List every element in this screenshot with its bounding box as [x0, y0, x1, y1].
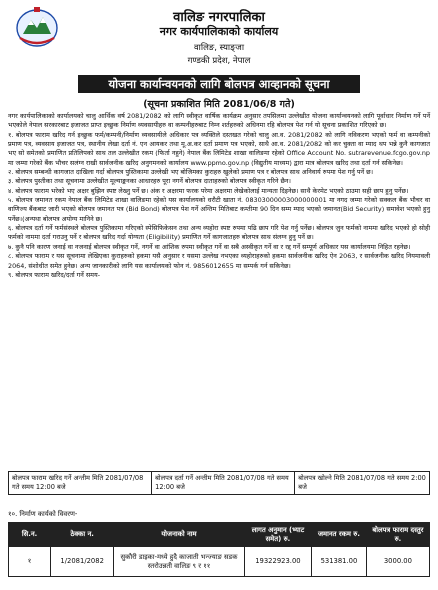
condition-item: १. बोलपत्र फाराम खरिद गर्न इच्छुक फर्म/कम्पनी/निर्माण व्यवसायीले अधिकार पत्र व्यक्तिले दस्तखत गरेको चालु आ.व. 2081/2082 को लागि नविकरण भएको फर्म वा कम्पनीको प्रमाण पत्र, व्यवसाय इजाजत पत्र, स्थानीय लेखा दर्ता नं. एन आयकर तथा मू.अ.कर दर्ता प्रमाण पत्र भएको, साथै आ.व. 2081/2082 को कर चुक्ता वा म्याद थप भन्ने कुनै कागजात भए सो समेतको प्रमाणित प्रतिलिपको साथ तल उल्लेखीत रकम (फिर्ता नहुने) नेपाल बैंक लिमिटेड शाखा वालिङमा रहेको Office Account No. sutrarevenue.fcgo.gov.np मा जम्मा गरेको बैंक भौचर सलंग्न राखी सार्वजनीक खरिद अनुगमनको कार्यालय www.ppmo.gov.np (विद्युतीय माध्यम) द्वारा मात्र बोलपत्र खरिद तथा दर्ता गर्न सकिनेछ।: [8, 130, 430, 167]
publish-date: (सूचना प्रकाशित मिति 2081/06/8 गते): [143, 99, 295, 110]
notice-title: योजना कार्यान्वयनको लागि बोलपत्र आव्हानको सूचना: [78, 75, 360, 93]
table-row: [9, 547, 430, 577]
condition-item: ५. बोलपत्र जमानत रकम नेपाल बैंक लिमिटेड शाखा वालिङमा रहेको यस कार्यालयको धरौटी खाता नं. 08303000003000000001 मा नगद जम्मा गरेको सक्कल बैंक भौचर वा वाणिज्य बैंकबाट जारी भएको बोलपत्र जमानत पत्र (Bid Bond) बोलपत्र पेश गर्ने अन्तिम मितिबाट कम्तीमा 90 दिन सम्म म्याद भएको जमानत(Bid Security) समावेश भएको हुनु पर्नेछ।(अन्यथा बोलपत्र अयोग्य मानिने छ।: [8, 196, 430, 223]
cell-form-fee: 3000.00: [366, 547, 429, 577]
cell-serial: १: [9, 547, 51, 577]
condition-item: २. बोलपत्र सम्बन्धी कागजात दाखिला गर्दा बोलपत्र पुस्तिकामा उल्लेखी भए बोजिमका कुराहरु खुलेको प्रमाण पत्र र बोलपत्र साथ अनिवार्य रुपमा पेश गर्नु पर्ने छ।: [8, 168, 373, 177]
col-serial: सि.न.: [9, 523, 51, 547]
works-header-row: [9, 523, 430, 547]
condition-item: ९. बोलपत्र फाराम खरिद/दर्ता गर्ने समय-: [8, 270, 101, 279]
deadline-row: [9, 472, 430, 495]
deadline-opening: बोलपत्र खोल्ने मिति 2081/07/08 गते समय 2:00 बजे: [295, 472, 430, 495]
condition-item: ३. बोलपत्र पुस्तीका तथा सूचनामा उल्लेखीत मूल्याङ्कनका आधारहरु पूरा नगर्ने बोलपत्र दाताहरुको बोलपत्र स्वीकृत गरिने छैन।: [8, 177, 291, 186]
works-table: [8, 522, 430, 577]
municipality-name: वालिङ नगरपालिका: [173, 10, 265, 25]
deadline-purchase: बोलपत्र फाराम खरिद गर्ने अन्तीम मिति 2081/07/08 गते समय 12:00 बजे: [9, 472, 152, 495]
intro-paragraph: नगर कार्यपालिकाको कार्यालयको चालु आर्थिक वर्ष 2081/2082 को लागि स्वीकृत वार्षिक कार्यक्रम अनुसार तपसिलमा उल्लेखीत योजना कार्यान्वयनको लागि पूर्वाधार निर्माण गर्ने पर्ने भएकोले नेपाल सरकारबाट इजाजत प्राप्त इच्छुक निर्माण व्यवसायीहरु वा कम्पनीहरुबाट निम्न शर्तहरुको अधिनमा रहि बोलपत्र पेश गर्न यो सूचना प्रकाशित गरिएको छ।: [8, 112, 430, 130]
condition-item: ७. कुनै पनि कारण जनाई वा नजनाई बोलपत्र स्वीकृत गर्ने, नगर्ने वा आंशिक रुपमा स्वीकृत गर्ने वा सबै अस्वीकृत गर्ने वा र रद्द गर्ने सम्पूर्ण अधिकार यस कार्यालयमा निहित रहनेछ।: [8, 242, 411, 251]
cell-bid-security: 531381.00: [312, 547, 367, 577]
col-form-fee: बोलपत्र फाराम दस्तुर रु.: [366, 523, 429, 547]
condition-item: ६. बोलपत्र दर्ता गर्ने फर्मसंस्थले बोलपत्र पुस्तिकामा गरिएको स्पेसिफिकेसन तथा अन्य व्यहोरा स्पष्ट रुपमा पढि छाप गरि पेश गर्नु पर्नेछ। बोलपत्र जुन फर्मको नाममा खरिद भएको हो सोही फर्मको नाममा दर्ता गराउनु पर्ने र बोलपत्र खरिद गर्दा योग्यता (Eligibility) प्रमाणित गर्ने कागजातहरु बोलपत्र साथ संलग्न हुनु पर्ने छ।: [8, 224, 430, 242]
condition-item: ४. बोलपत्र फाराम भरेको भए अक्षर बुझिन स्पष्ट लेख्नु पर्ने छ। अंक र अक्षरमा फरक परेमा अक्षरमा लेखेकोलाई मान्यता दिइनेछ। साथै केरमेट भएको ठाउमा सही छाप हुनु पर्नेछ।: [8, 186, 409, 195]
col-bid-security: जमानत रकम रु.: [312, 523, 367, 547]
col-contract-no: ठेक्का न.: [51, 523, 114, 547]
deadline-registration: बोलपत्र दर्ता गर्ने अन्तीम मिति 2081/07/08 गते समय 12:00 बजे: [152, 472, 295, 495]
province-name: गण्डकी प्रदेश, नेपाल: [187, 56, 251, 66]
cell-cost-estimate: 19322923.00: [244, 547, 311, 577]
office-name: नगर कार्यपालिकाको कार्यालय: [159, 25, 279, 38]
notice-body: [8, 112, 430, 280]
office-location: वालिङ, स्याङ्जा: [193, 43, 245, 53]
col-cost-estimate: लागत अनुमान (भ्याट समेत) रु.: [244, 523, 311, 547]
condition-item: ८. बोलपत्र फाराम र यस सूचनामा लेखिएका कुराहरुको हकमा यसै अनुसार र यसमा उल्लेख नभएका व्यहोराहरुको हकमा सार्वजनीक खरिद ऐन 2063, र सार्वजनीक खरिद नियमावली 2064, संशोधीत समेत हुनेछ। अन्य जानकारीको लागि यस कार्यालयको फोन नं. 9856012655 मा सम्पर्क गर्न सकिनेछ।: [8, 252, 430, 270]
col-project-name: योजनाको नाम: [114, 523, 245, 547]
works-section-title: १०. निर्माण कार्यको विवरण-: [8, 510, 78, 518]
deadline-table: [8, 471, 430, 495]
cell-contract-no: 1/2081/2082: [51, 547, 114, 577]
cell-project-name: सुकौरी डाइका-मध्ये हुदै काजाती भन्ज्याङ सडक स्तरोउन्नती वालिङ ९ र ११: [114, 547, 245, 577]
office-header: [0, 2, 438, 74]
